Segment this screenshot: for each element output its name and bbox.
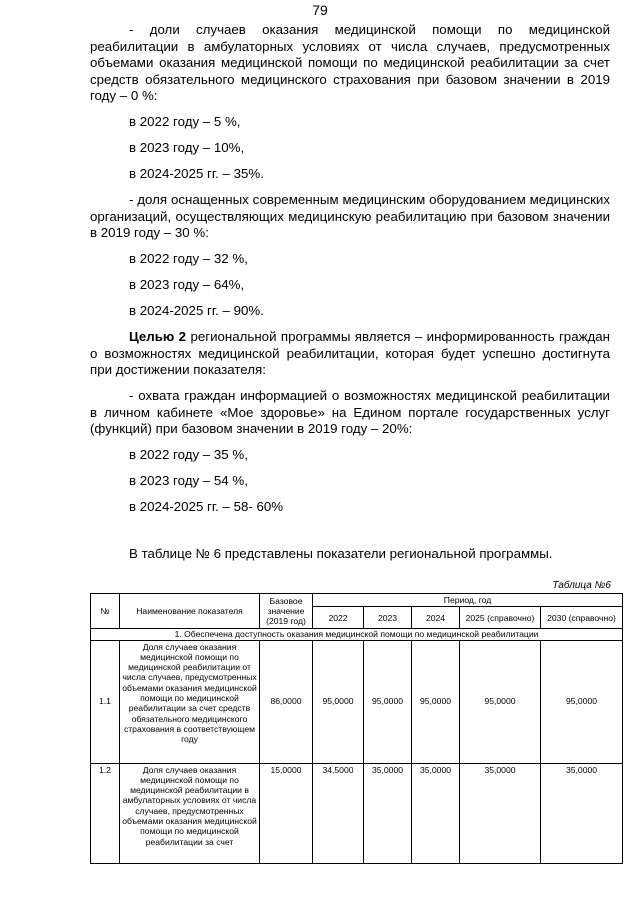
list-item: в 2024-2025 гг. – 58- 60% xyxy=(129,499,284,514)
table-row xyxy=(91,763,623,863)
body-text xyxy=(90,22,610,562)
paragraph-table-intro: В таблице № 6 представлены показатели региональной программы. xyxy=(129,545,553,561)
header-num: № xyxy=(91,594,120,629)
row-value: 35,0000 xyxy=(460,763,541,863)
table-caption: Таблица №6 xyxy=(552,580,611,591)
list-item: в 2023 году – 10%, xyxy=(129,140,245,155)
header-name: Наименование показателя xyxy=(120,594,260,629)
list-item: в 2023 году – 54 %, xyxy=(129,473,248,488)
row-base: 15,0000 xyxy=(260,763,313,863)
row-num: 1.1 xyxy=(91,640,120,763)
goal-2-text: региональной программы является – информированность граждан о возможностях медицинской реабилитации, которая будет успешно достигнута при достижении показателя: xyxy=(90,329,610,377)
page-number: 79 xyxy=(312,2,328,18)
section-row: 1. Обеспечена доступность оказания медицинской помощи по медицинской реабилитации xyxy=(91,629,623,640)
row-value: 95,0000 xyxy=(364,640,412,763)
paragraph-indicator-2: - доля оснащенных современным медицинским оборудованием медицинских организаций, осуществляющих медицинскую реабилитацию при базовом значении в 2019 году – 30 %: xyxy=(90,192,610,240)
row-name: Доля случаев оказания медицинской помощи по медицинской реабилитации в амбулаторных условиях от числа случаев, предусмотренных объемами оказания медицинской помощи по медицинской реабилитации за счет xyxy=(120,763,260,863)
header-year: 2030 (справочно) xyxy=(541,607,623,629)
list-item: в 2024-2025 гг. – 90%. xyxy=(129,303,264,318)
row-value: 95,0000 xyxy=(412,640,460,763)
paragraph-goal-2 xyxy=(90,329,610,379)
row-name: Доля случаев оказания медицинской помощи по медицинской реабилитации от числа случаев, предусмотренных объемами оказания медицинской помощи по медицинской реабилитации за счет средств обязательного медицинского страхования в соответствующем году xyxy=(120,640,260,763)
list-item: в 2022 году – 5 %, xyxy=(129,114,241,129)
row-value: 35,0000 xyxy=(364,763,412,863)
goal-2-label: Целью 2 xyxy=(129,329,187,344)
list-item: в 2024-2025 гг. – 35%. xyxy=(129,166,264,181)
row-value: 35,0000 xyxy=(412,763,460,863)
row-value: 35,0000 xyxy=(541,763,623,863)
row-value: 95,0000 xyxy=(541,640,623,763)
header-base: Базовое значение (2019 год) xyxy=(260,594,313,629)
row-value: 95,0000 xyxy=(460,640,541,763)
row-base: 86,0000 xyxy=(260,640,313,763)
header-year: 2023 xyxy=(364,607,412,629)
list-item: в 2023 году – 64%, xyxy=(129,277,245,292)
list-item: в 2022 году – 32 %, xyxy=(129,251,248,266)
paragraph-indicator-3: - охвата граждан информацией о возможностях медицинской реабилитации в личном кабинете «Мое здоровье» на Едином портале государственных услуг (функций) при базовом значении в 2019 году – 20%: xyxy=(90,388,610,436)
header-year: 2025 (справочно) xyxy=(460,607,541,629)
list-item: в 2022 году – 35 %, xyxy=(129,447,248,462)
header-year: 2024 xyxy=(412,607,460,629)
row-value: 34,5000 xyxy=(313,763,364,863)
indicators-table xyxy=(90,593,623,864)
paragraph-indicator-1: - доли случаев оказания медицинской помощи по медицинской реабилитации в амбулаторных условиях от числа случаев, предусмотренных объемами оказания медицинской помощи по медицинской реабилитации за счет средств обязательного медицинского страхования при базовом значении в 2019 году – 0 %: xyxy=(90,22,610,103)
header-year: 2022 xyxy=(313,607,364,629)
header-period: Период, год xyxy=(313,594,623,607)
table-row xyxy=(91,640,623,763)
row-value: 95,0000 xyxy=(313,640,364,763)
row-num: 1.2 xyxy=(91,763,120,863)
